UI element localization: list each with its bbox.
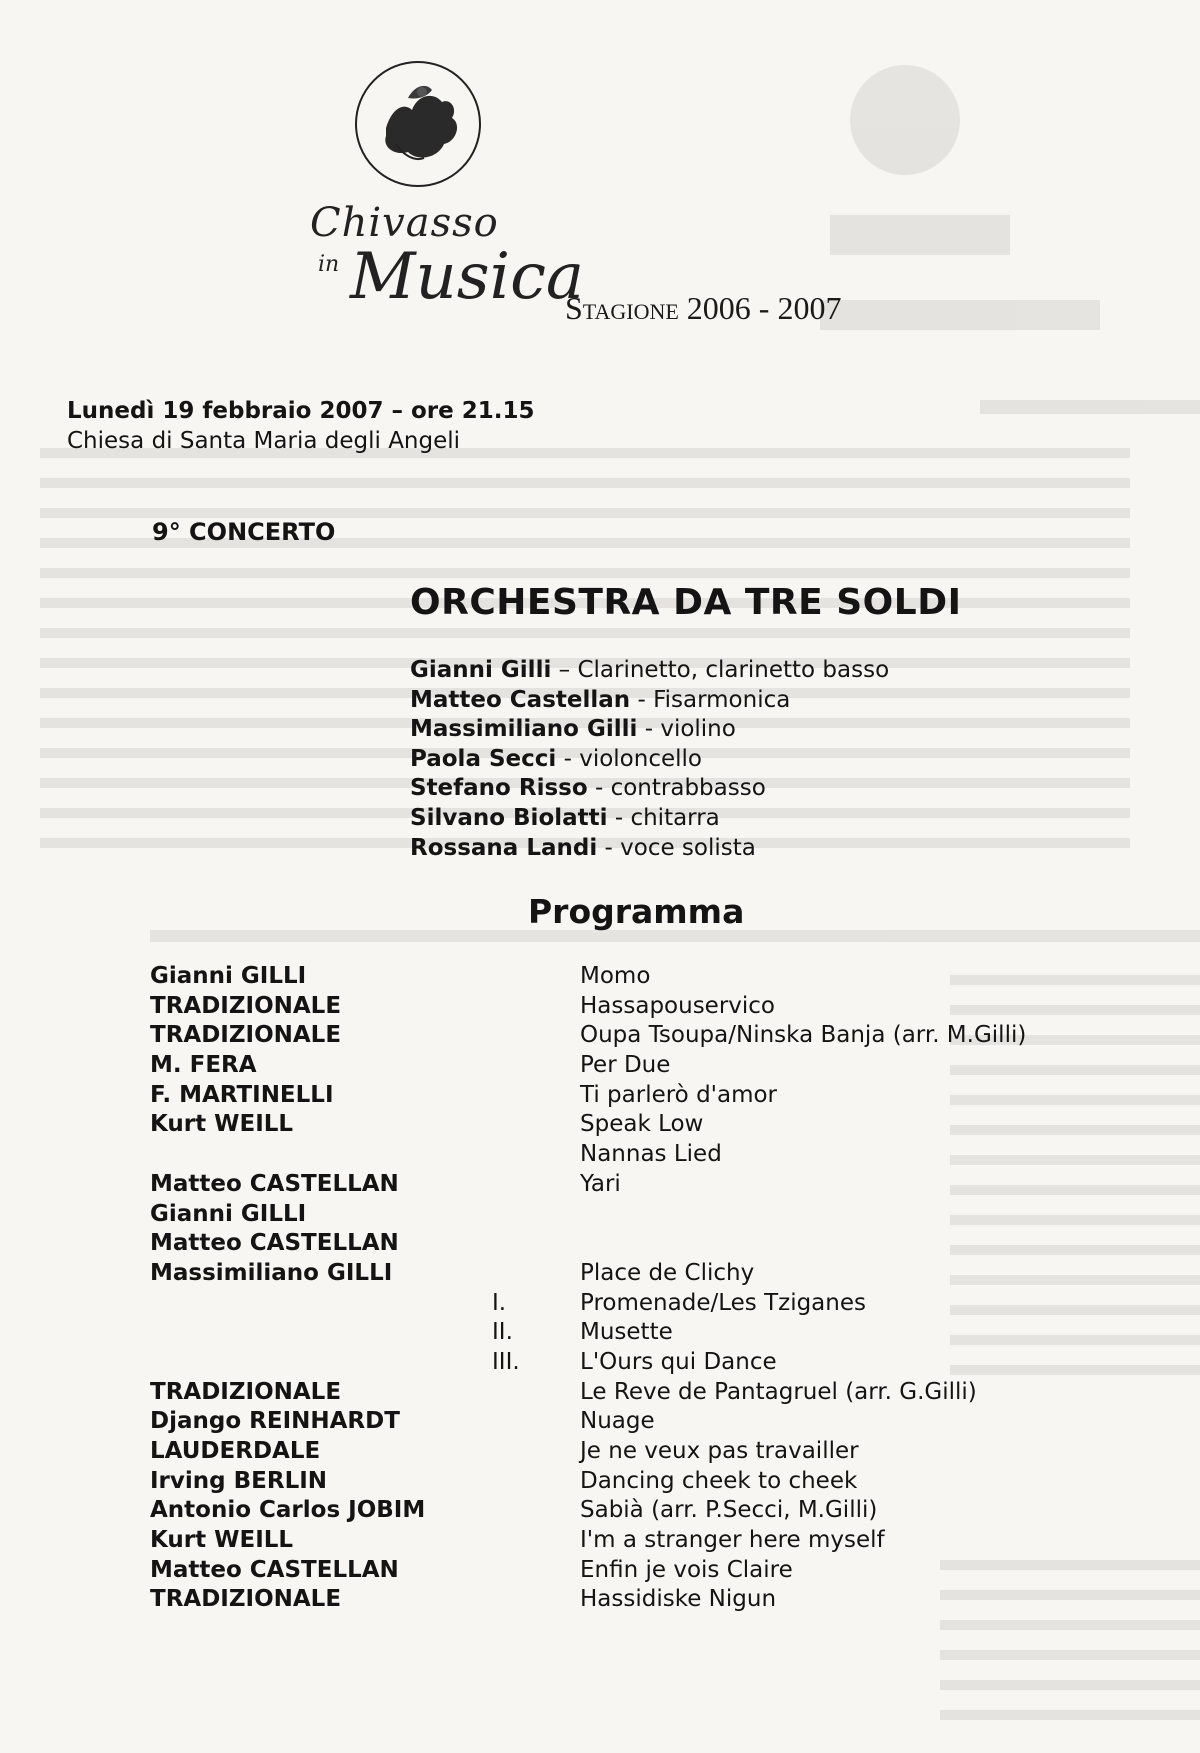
program-piece: Promenade/Les Tziganes (580, 1289, 866, 1316)
brand-wordmark-in: in (318, 252, 340, 277)
member-role: - voce solista (597, 834, 756, 861)
program-composer: Gianni GILLI (150, 963, 307, 989)
season-label: Stagione 2006 - 2007 (565, 290, 842, 326)
program-composer: Antonio Carlos JOBIM (150, 1497, 426, 1524)
program-row (0, 1318, 1200, 1348)
angel-emblem-icon (352, 58, 484, 190)
program-row (0, 1289, 1200, 1319)
program-composer: Kurt WEILL (150, 1527, 294, 1554)
program-row (0, 1021, 1200, 1051)
program-composer: TRADIZIONALE (150, 1022, 342, 1049)
program-row (0, 1348, 1200, 1378)
ensemble-title: ORCHESTRA DA TRE SOLDI (410, 582, 962, 623)
member-name: Paola Secci (410, 745, 557, 772)
member-role: - contrabbasso (587, 775, 766, 802)
program-piece: Le Reve de Pantagruel (arr. G.Gilli) (580, 1378, 977, 1405)
member-role: - violoncello (556, 745, 702, 772)
program-composer: Matteo CASTELLAN (150, 1170, 399, 1197)
program-row (0, 1110, 1200, 1140)
program-row (0, 1140, 1200, 1170)
program-row (0, 1259, 1200, 1289)
member-name: Rossana Landi (410, 834, 598, 861)
program-composer: Matteo CASTELLAN (150, 1230, 399, 1257)
program-piece: Speak Low (580, 1111, 704, 1138)
program-composer: Gianni GILLI (150, 1200, 307, 1227)
event-date-time: Lunedì 19 febbraio 2007 – ore 21.15 (67, 398, 535, 424)
program-piece: Ti parlerò d'amor (580, 1081, 778, 1108)
program-composer: Massimiliano GILLI (150, 1259, 393, 1286)
program-piece: Nuage (580, 1408, 655, 1435)
movement-numeral: III. (492, 1348, 520, 1375)
program-composer: M. FERA (150, 1052, 257, 1079)
member-role: – Clarinetto, clarinetto basso (551, 657, 890, 683)
program-composer: Matteo CASTELLAN (150, 1556, 399, 1583)
concert-number: 9° CONCERTO (152, 518, 336, 546)
program-piece: Momo (580, 963, 651, 989)
program-composer: TRADIZIONALE (150, 1586, 342, 1613)
program-row (0, 1526, 1200, 1556)
program-row (0, 1585, 1200, 1615)
program-row (0, 1496, 1200, 1526)
program-row (0, 1378, 1200, 1408)
program-piece: Per Due (580, 1052, 671, 1079)
program-piece: Oupa Tsoupa/Ninska Banja (arr. M.Gilli) (580, 1022, 1027, 1049)
program-row (0, 1437, 1200, 1467)
program-composer: F. MARTINELLI (150, 1081, 334, 1108)
member-role: - chitarra (607, 804, 720, 831)
program-piece: L'Ours qui Dance (580, 1348, 777, 1375)
program-composer: Kurt WEILL (150, 1111, 294, 1138)
member-item (410, 745, 889, 775)
program-piece: Sabià (arr. P.Secci, M.Gilli) (580, 1497, 878, 1524)
members-list (410, 656, 889, 863)
member-item (410, 804, 889, 834)
member-item (410, 686, 889, 716)
program-row (0, 1051, 1200, 1081)
program-row (0, 962, 1200, 992)
program-row (0, 1467, 1200, 1497)
event-venue: Chiesa di Santa Maria degli Angeli (67, 428, 461, 454)
movement-numeral: II. (492, 1319, 513, 1346)
program-title: Programma (528, 892, 745, 931)
member-name: Stefano Risso (410, 775, 588, 802)
program-piece: Dancing cheek to cheek (580, 1467, 858, 1494)
program-row (0, 1556, 1200, 1586)
program-piece: Hassapouservico (580, 992, 776, 1019)
movement-numeral: I. (492, 1289, 507, 1316)
program-piece: Place de Clichy (580, 1259, 755, 1286)
program-piece: Hassidiske Nigun (580, 1586, 777, 1613)
member-name: Matteo Castellan (410, 686, 631, 713)
member-role: - Fisarmonica (630, 686, 791, 713)
member-item (410, 656, 889, 686)
program-piece: Nannas Lied (580, 1141, 722, 1168)
program-row (0, 1407, 1200, 1437)
program-row (0, 992, 1200, 1022)
program-piece: I'm a stranger here myself (580, 1527, 885, 1554)
program-composer: Irving BERLIN (150, 1467, 328, 1494)
brand-wordmark-musica: Musica (350, 240, 585, 314)
member-name: Gianni Gilli (410, 657, 552, 683)
program-composer: TRADIZIONALE (150, 992, 342, 1019)
program-row (0, 1081, 1200, 1111)
program-piece: Yari (580, 1170, 621, 1197)
program-piece: Je ne veux pas travailler (580, 1438, 859, 1464)
brand-wordmark-chivasso: Chivasso (310, 200, 499, 246)
member-item (410, 834, 889, 864)
program-list (0, 962, 1200, 1615)
program-composer: LAUDERDALE (150, 1438, 321, 1464)
program-row (0, 1200, 1200, 1230)
program-composer: TRADIZIONALE (150, 1378, 342, 1405)
program-composer: Django REINHARDT (150, 1408, 400, 1435)
program-piece: Enfin je vois Claire (580, 1556, 793, 1583)
program-piece: Musette (580, 1319, 673, 1346)
member-item (410, 715, 889, 745)
member-name: Silvano Biolatti (410, 804, 608, 831)
member-role: - violino (637, 716, 736, 743)
member-item (410, 774, 889, 804)
program-row (0, 1229, 1200, 1259)
member-name: Massimiliano Gilli (410, 716, 638, 743)
program-row (0, 1170, 1200, 1200)
